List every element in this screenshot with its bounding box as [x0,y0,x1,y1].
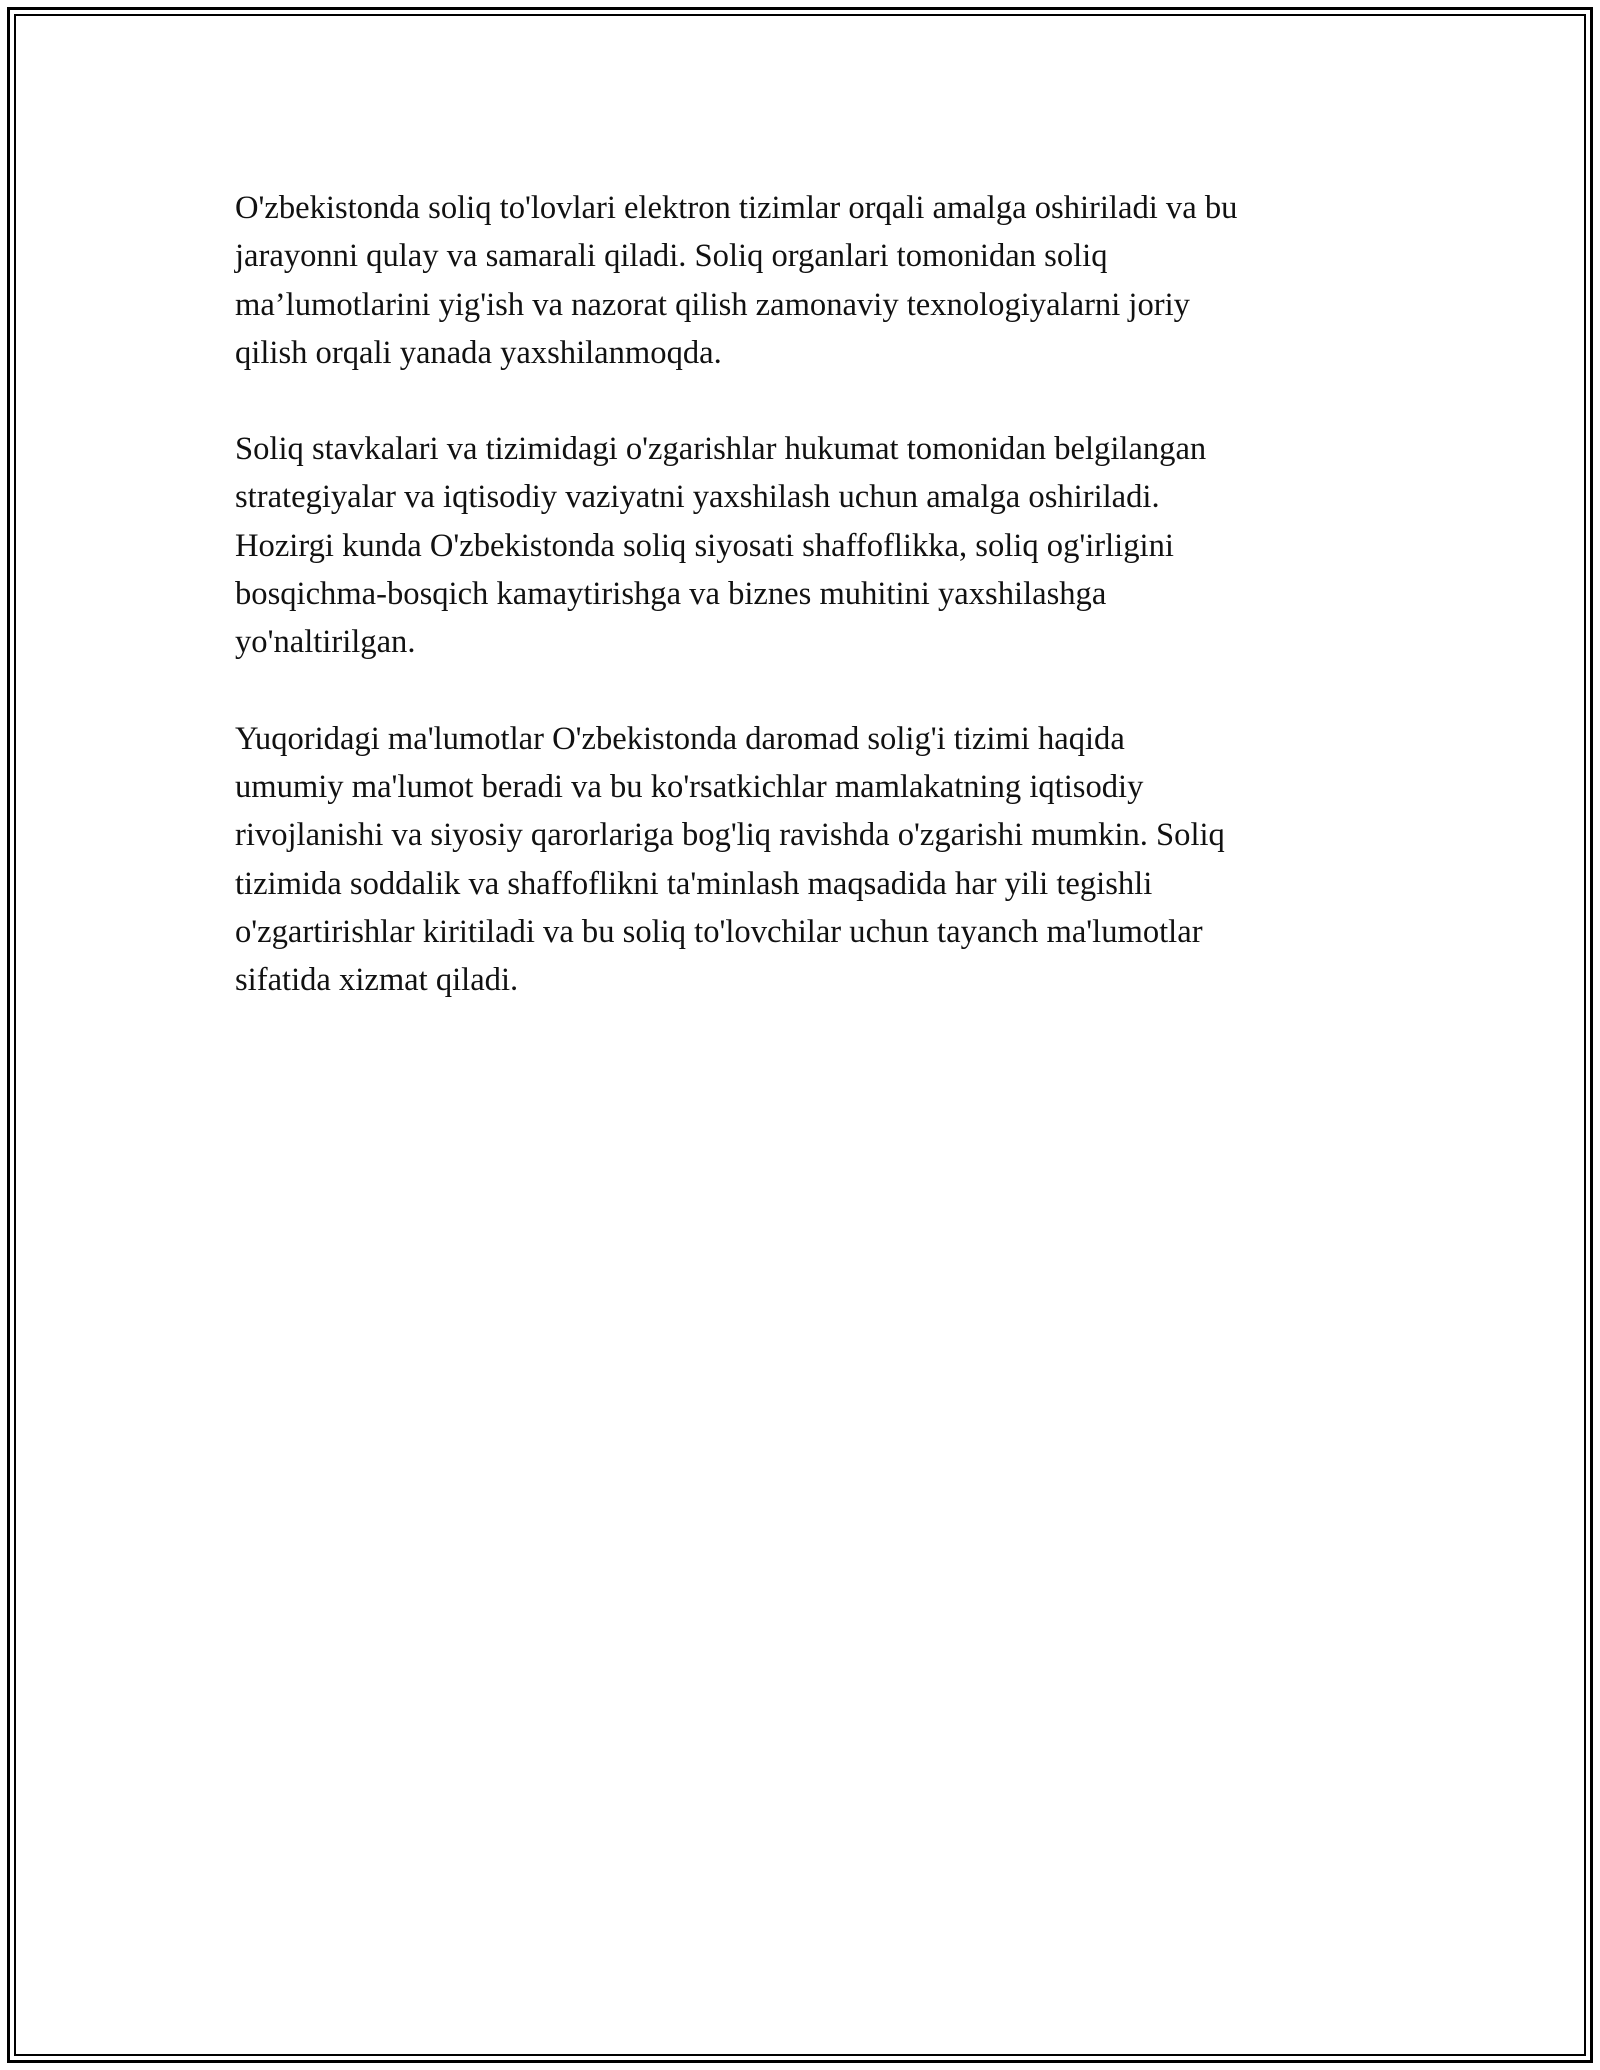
paragraph-3 [235,715,1370,1005]
document-body [235,184,1370,1052]
text-line: sifatida xizmat qiladi. [235,962,519,999]
text-line: rivojlanishi va siyosiy qarorlariga bog'liq ravishda o'zgarishi mumkin. Soliq [235,817,1225,854]
text-line: Soliq stavkalari va tizimidagi o'zgarishlar hukumat tomonidan belgilangan [235,431,1207,468]
text-line: tizimida soddalik va shaffoflikni ta'minlash maqsadida har yili tegishli [235,865,1153,902]
paragraph-1 [235,184,1370,377]
text-line: Hozirgi kunda O'zbekistonda soliq siyosati shaffoflikka, soliq og'irligini [235,527,1174,564]
text-line: o'zgartirishlar kiritiladi va bu soliq to'lovchilar uchun tayanch ma'lumotlar [235,913,1203,950]
text-line: ma’lumotlarini yig'ish va nazorat qilish zamonaviy texnologiyalarni joriy [235,286,1190,323]
text-line: strategiyalar va iqtisodiy vaziyatni yaxshilash uchun amalga oshiriladi. [235,479,1160,516]
paragraph-2 [235,425,1370,666]
text-line: yo'naltirilgan. [235,624,416,661]
text-line: jarayonni qulay va samarali qiladi. Soliq organlari tomonidan soliq [235,238,1108,275]
text-line: umumiy ma'lumot beradi va bu ko'rsatkichlar mamlakatning iqtisodiy [235,768,1144,805]
text-line: bosqichma-bosqich kamaytirishga va biznes muhitini yaxshilashga [235,576,1107,613]
text-line: Yuqoridagi ma'lumotlar O'zbekistonda daromad solig'i tizimi haqida [235,720,1125,757]
text-line: qilish orqali yanada yaxshilanmoqda. [235,334,722,371]
text-line: O'zbekistonda soliq to'lovlari elektron tizimlar orqali amalga oshiriladi va bu [235,190,1238,226]
